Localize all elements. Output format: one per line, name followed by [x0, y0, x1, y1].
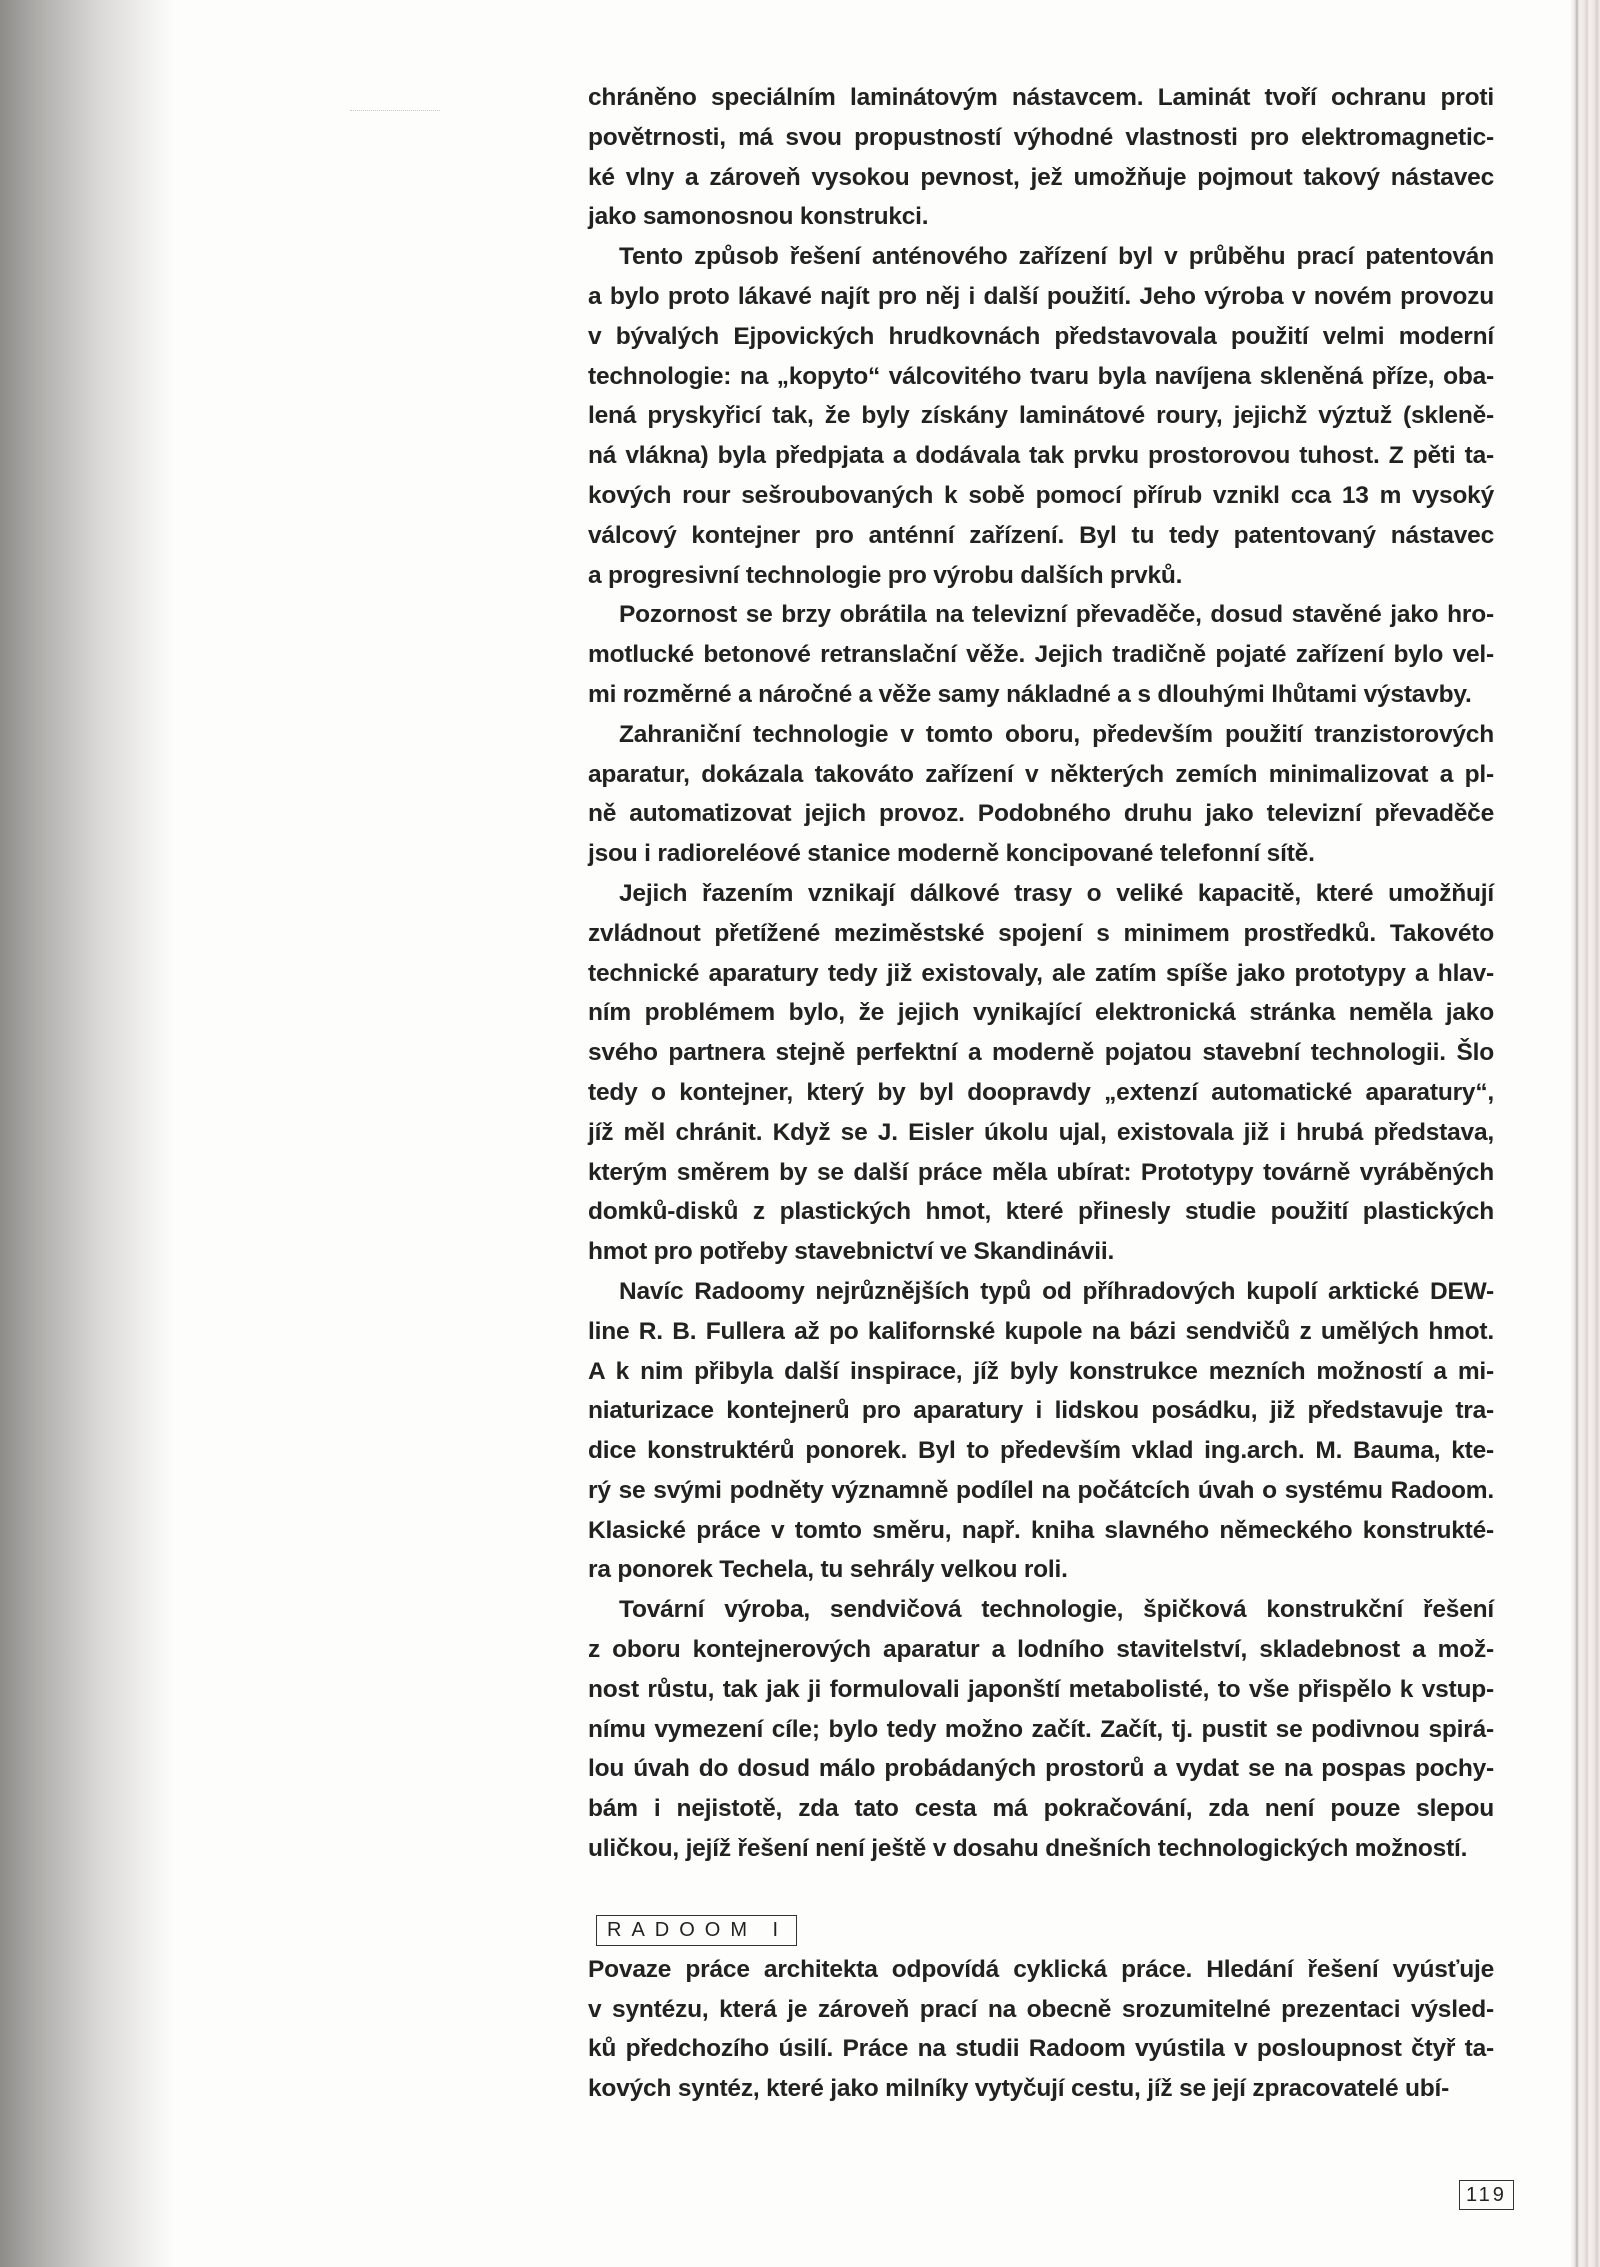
text-line: kových rour sešroubovaných k sobě pomocí přírub vznikl cca 13 m vysoký	[588, 481, 1494, 509]
text-line: ná vlákna) byla předpjata a dodávala tak prvku prostorovou tuhost. Z pěti ta-	[588, 442, 1494, 470]
body-text	[588, 78, 1494, 1869]
text-line: v syntézu, která je zároveň prací na obecně srozumitelné prezentaci výsled-	[588, 1995, 1494, 2023]
section-heading: RADOOM I	[596, 1915, 797, 1946]
text-line: jsou i radioreléové stanice moderně koncipované telefonní sítě.	[588, 840, 1315, 868]
text-line: jako samonosnou konstrukci.	[588, 203, 929, 231]
text-line: Zahraniční technologie v tomto oboru, především použití tranzistorových	[619, 720, 1494, 748]
text-line: Klasické práce v tomto směru, např. kniha slavného německého konstrukté-	[588, 1516, 1494, 1544]
text-line: uličkou, jejíž řešení není ještě v dosahu dnešních technologických možností.	[588, 1835, 1468, 1863]
text-column	[588, 78, 1494, 2109]
text-line: ně automatizovat jejich provoz. Podobného druhu jako televizní převaděče	[588, 800, 1494, 828]
section-spacer	[588, 1869, 1494, 1915]
text-line: A k nim přibyla další inspirace, jíž byly konstrukce mezních možností a mi-	[588, 1357, 1494, 1385]
printer-mark	[350, 110, 440, 111]
text-line: povětrnosti, má svou propustností výhodné vlastnosti pro elektromagnetic-	[588, 123, 1494, 151]
text-line: lená pryskyřicí tak, že byly získány laminátové roury, jejichž výztuž (skleně-	[588, 402, 1494, 430]
text-line: nímu vymezení cíle; bylo tedy možno začít. Začít, tj. pustit se podivnou spirá-	[588, 1715, 1494, 1743]
text-line: rý se svými podněty významně podílel na počátcích úvah o systému Radoom.	[588, 1476, 1494, 1504]
text-line: zvládnout přetížené meziměstské spojení s minimem prostředků. Takovéto	[588, 919, 1494, 947]
text-line: bám i nejistotě, zda tato cesta má pokračování, zda není pouze slepou	[588, 1795, 1494, 1823]
section-paragraph	[588, 1950, 1494, 2109]
text-line: Jejich řazením vznikají dálkové trasy o veliké kapacitě, které umožňují	[619, 879, 1494, 907]
text-line: a progresivní technologie pro výrobu dalších prvků.	[588, 561, 1183, 589]
text-line: motlucké betonové retranslační věže. Jejich tradičně pojaté zařízení bylo vel-	[588, 641, 1494, 669]
text-line: kterým směrem by se další práce měla ubírat: Prototypy továrně vyráběných	[588, 1158, 1494, 1186]
text-line: ra ponorek Techela, tu sehrály velkou roli.	[588, 1556, 1068, 1584]
text-line: lou úvah do dosud málo probádaných prostorů a vydat se na pospas pochy-	[588, 1755, 1494, 1783]
text-line: domků-disků z plastických hmot, které přinesly studie použití plastických	[588, 1198, 1494, 1226]
text-line: jíž měl chránit. Když se J. Eisler úkolu ujal, existovala již i hrubá představa,	[588, 1118, 1494, 1146]
text-line: válcový kontejner pro anténní zařízení. Byl tu tedy patentovaný nástavec	[588, 521, 1494, 549]
text-line: nost růstu, tak jak ji formulovali japonští metabolisté, to vše přispělo k vstup-	[588, 1675, 1494, 1703]
paragraph	[588, 715, 1494, 874]
text-line: ké vlny a zároveň vysokou pevnost, jež umožňuje pojmout takový nástavec	[588, 163, 1494, 191]
text-line: v bývalých Ejpovických hrudkovnách představovala použití velmi moderní	[588, 322, 1494, 350]
section-radoom-i	[588, 1915, 1494, 2109]
text-line: mi rozměrné a náročné a věže samy nákladné a s dlouhými lhůtami výstavby.	[588, 680, 1472, 708]
text-line: Povaze práce architekta odpovídá cyklická práce. Hledání řešení vyúsťuje	[588, 1955, 1494, 1983]
paragraph	[588, 595, 1494, 714]
paragraph	[588, 1590, 1494, 1869]
text-line: ků předchozího úsilí. Práce na studii Radoom vyústila v posloupnost čtyř ta-	[588, 2035, 1494, 2063]
text-line: chráněno speciálním laminátovým nástavcem. Laminát tvoří ochranu proti	[588, 84, 1494, 111]
page-edges	[1570, 0, 1600, 2267]
text-line: aparatur, dokázala takováto zařízení v některých zemích minimalizovat a pl-	[588, 760, 1494, 788]
text-line: niaturizace kontejnerů pro aparatury i lidskou posádku, již představuje tra-	[588, 1397, 1494, 1425]
paragraph	[588, 237, 1494, 595]
text-line: Tento způsob řešení anténového zařízení byl v průběhu prací patentován	[619, 243, 1494, 271]
text-line: Navíc Radoomy nejrůznějších typů od příhradových kupolí arktické DEW-	[619, 1277, 1494, 1305]
paragraph	[588, 874, 1494, 1272]
text-line: svého partnera stejně perfektní a moderně pojatou stavební technologii. Šlo	[588, 1039, 1494, 1067]
paragraph	[588, 1272, 1494, 1590]
text-line: z oboru kontejnerových aparatur a lodního stavitelství, skladebnost a mož-	[588, 1636, 1494, 1664]
text-line: tedy o kontejner, který by byl doopravdy „extenzí automatické aparatury“,	[588, 1078, 1494, 1106]
paragraph	[588, 1950, 1494, 2109]
text-line: line R. B. Fullera až po kalifornské kupole na bázi sendvičů z umělých hmot.	[588, 1317, 1494, 1345]
text-line: Pozornost se brzy obrátila na televizní převaděče, dosud stavěné jako hro-	[619, 601, 1494, 629]
paragraph	[588, 78, 1494, 237]
text-line: a bylo proto lákavé najít pro něj i další použití. Jeho výroba v novém provozu	[588, 282, 1494, 310]
text-line: dice konstruktérů ponorek. Byl to především vklad ing.arch. M. Bauma, kte-	[588, 1437, 1494, 1465]
text-line: Tovární výroba, sendvičová technologie, špičková konstrukční řešení	[619, 1596, 1494, 1624]
text-line: technické aparatury tedy již existovaly, ale zatím spíše jako prototypy a hlav-	[588, 959, 1494, 987]
text-line: kových syntéz, které jako milníky vytyčují cestu, jíž se její zpracovatelé ubí-	[588, 2075, 1450, 2103]
text-line: ním problémem bylo, že jejich vynikající elektronická stránka neměla jako	[588, 999, 1494, 1027]
book-gutter-shadow	[0, 0, 175, 2267]
page-number: 119	[1459, 2180, 1514, 2210]
text-line: hmot pro potřeby stavebnictví ve Skandinávii.	[588, 1238, 1115, 1266]
text-line: technologie: na „kopyto“ válcovitého tvaru byla navíjena skleněná příze, oba-	[588, 362, 1494, 390]
